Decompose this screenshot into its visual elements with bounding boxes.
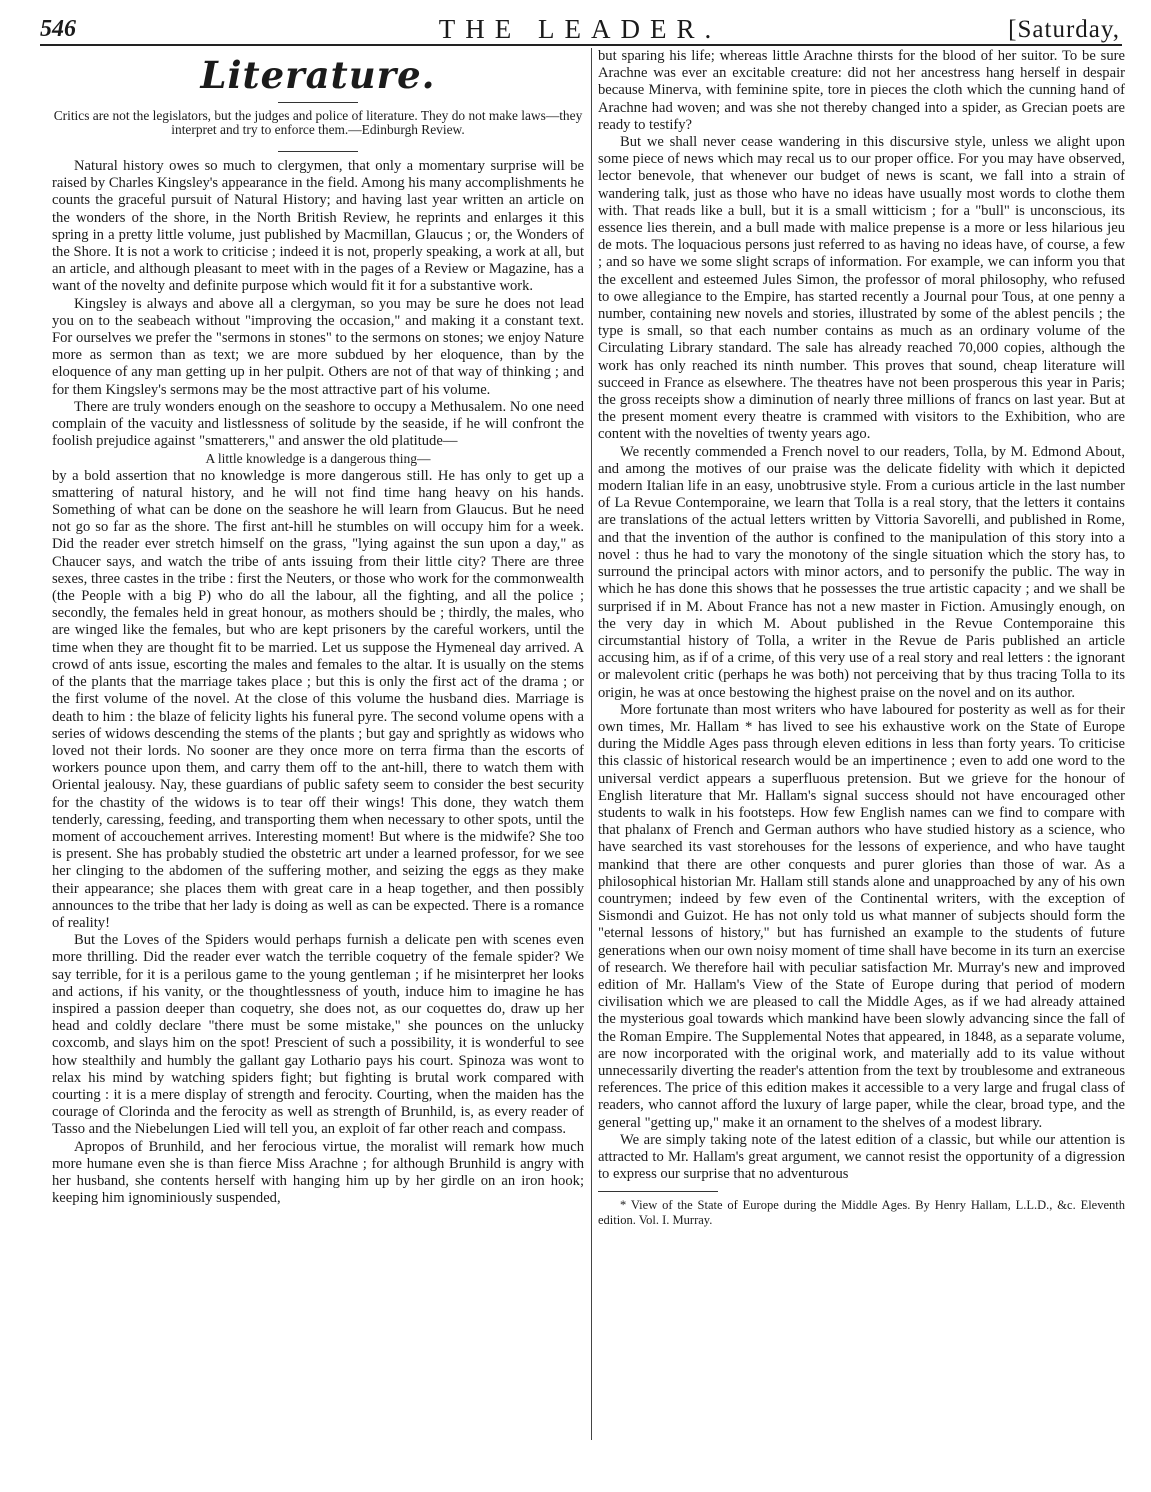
- page-number: 546: [40, 16, 76, 42]
- left-column: [52, 48, 584, 1207]
- paragraph: but sparing his life; whereas little Arachne thirsts for the blood of her suitor. To be sure Arachne was ever an excitable creature: did not her ancestress hang herself in despair because Minerva, with feminine spite, tore in pieces the cloth which the cunning hand of Arachne had woven; and was she not thereby changed into a spider, as Grecian poets are ready to testify?: [598, 48, 1125, 133]
- paragraph: Kingsley is always and above all a clergyman, so you may be sure he does not lead you on to the seabeach without "improving the occasion," and making it a constant text. For ourselves we prefer the "sermons in stones" to the sermons on stones; we enjoy Nature more as sermon than as text; we are more subdued by her eloquence, than by the eloquence of any man getting up in her pulpit. Others are not of that way of thinking ; and for them Kingsley's sermons may be the most attractive part of his volume.: [52, 295, 584, 398]
- paragraph: But we shall never cease wandering in this discursive style, unless we alight upon some piece of news which may recal us to our proper office. For you may have observed, lector benevole, that whenever our budget of news is scant, we fall into a strain of wandering talk, just as those who have no ideas have usually most words to clothe them with. That reads like a bull, but it is a small witticism ; for a "bull" is unconscious, its essence lies therein, and a bull made with malice prepense is a more or less hilarious jeu de mots. The loquacious persons just referred to as having no ideas have, of course, a few ; and so have we some slight scraps of information. For example, we can inform you that the excellent and esteemed Jules Simon, the professor of moral philosophy, who refused to owe allegiance to the Empire, has started recently a Journal pour Tous, at one penny a number, containing new novels and stories, illustrated by some of the ablest pencils ; the type is small, so that each number contains as much as an ordinary volume of the Circulating Library standard. The sale has already reached 70,000 copies, although the work has only reached its ninth number. This proves that sound, cheap literature will succeed in France as elsewhere. The theatres have not been prosperous this year in Paris; the gross receipts show a diminution of nearly three millions of francs on last year. But at the present moment every theatre is crammed with visitors to the Exhibition, who are content with the novelties of twenty years ago.: [598, 134, 1125, 443]
- paragraph: We are simply taking note of the latest edition of a classic, but while our attention is attracted to Mr. Hallam's great argument, we cannot resist the opportunity of a digression to express our surprise that no adventurous: [598, 1131, 1125, 1183]
- paragraph: But the Loves of the Spiders would perhaps furnish a delicate pen with scenes even more thrilling. Did the reader ever watch the terrible coquetry of the female spider? We say terrible, for it is a perilous game to the young gentleman ; if he misinterpret her looks and actions, if his vanity, or the thoughtlessness of youth, induce him to imagine he has inspired a passion deeper than coquetry, she does not, as our coquettes do, draw up her head and coldly declare "there must be some mistake," she pounces on the unlucky coxcomb, and slays him on the spot! Prescient of such a possibility, it is wonderful to see how stealthily and humbly the gallant gay Lothario pays his court. Spinoza was wont to relax his mind by watching spiders fight; but fighting is brutal work compared with courting : it is a mere display of strength and ferocity. Courting, when the maiden has the courage of Clorinda and the ferocity as well as strength of Brunhild, is, as every reader of Tasso and the Niebelungen Lied will tell you, an exploit of far other reach and compass.: [52, 932, 584, 1138]
- paragraph: Natural history owes so much to clergymen, that only a momentary surprise will be raised by Charles Kingsley's appearance in the field. Among his many accomplishments he counts the graceful pursuit of Natural History; and having last year written an article on the wonders of the shore, in the North British Review, he reprints and enlarges it this spring in a pretty little volume, just published by Macmillan, Glaucus ; or, the Wonders of the Shore. It is not a work to criticise ; indeed it is not, properly speaking, a work at all, but an article, and although pleasant to meet with in the pages of a Review or Magazine, has a want of the novelty and definite purpose which would fit it for a substantive work.: [52, 158, 584, 295]
- epigraph: Critics are not the legislators, but the judges and police of literature. They do not make laws—they interpret and try to enforce them.—Edinburgh Review.: [53, 108, 583, 137]
- header-rule: [40, 44, 1122, 46]
- paragraph: We recently commended a French novel to our readers, Tolla, by M. Edmond About, and among the motives of our praise was the delicate fidelity with which it depicted modern Italian life in an easy, unobtrusive style. From a curious article in the last number of La Revue Contemporaine, we learn that Tolla is a real story, that the letters it contains are translations of the actual letters written by Vittoria Savorelli, and published in Rome, and that the invention of the author is confined to the manipulation of this story into a novel : thus he had to vary the monotony of the single situation which the story has, to surround the principal actors with minor actors, and to personify the public. The way in which he has done this shows that he possesses the true artistic capacity ; and we shall be surprised if in M. About France has not a new master in Fiction. Amusingly enough, on the very day in which M. About published in the Revue Contemporaine this circumstantial history of Tolla, a writer in the Revue de Paris published an article accusing him, as if of a crime, of this very use of a real story and real letters : the ignorant or malevolent critic (perhaps he was both) not perceiving that by thus tracing Tolla to its origin, he was at once bestowing the highest praise on the novel and on its author.: [598, 443, 1125, 701]
- paragraph: Apropos of Brunhild, and her ferocious virtue, the moralist will remark how much more humane even she is than fierce Miss Arachne ; for although Brunhild is angry with her husband, she contents herself with hanging him up by her girdle on an iron hook; keeping him ignominiously suspended,: [52, 1138, 584, 1207]
- column-divider: [591, 48, 592, 1440]
- footnote-rule: [598, 1191, 718, 1192]
- paragraph: There are truly wonders enough on the seashore to occupy a Methusalem. No one need complain of the vacuity and listlessness of solitude by the seaside, if he will confront the foolish prejudice against "smatterers," and answer the old platitude—: [52, 398, 584, 450]
- paragraph: by a bold assertion that no knowledge is more dangerous still. He has only to get up a smattering of natural history, and he will not find time hang heavy on his hands. Something of what can be done on the seashore he will learn from Glaucus. But he need not go so far as the shore. The first ant-hill he stumbles on will occupy him for a week. Did the reader ever stretch himself on the grass, "lying against the sun upon a day," as Chaucer says, and watch the tribe of ants issuing from their little city? There are three sexes, three castes in the tribe : first the Neuters, or those who work for the commonwealth (the People with a big P) who do all the labour, all the fighting, and all the police ; secondly, the females held in great honour, as mothers should be ; thirdly, the males, who are winged like the females, but who are kept prisoners by the careful workers, until the time when they are thought fit to be married. Let us suppose the Hymeneal day arrived. A crowd of ants issue, escorting the males and females to the altar. It is usually on the stems of the plants that the marriage takes place ; but this is only the first act of the drama ; or the first volume of the novel. At the close of this volume the husband dies. Marriage is death to him : the blaze of felicity lights his funeral pyre. The second volume opens with a series of widows descending the stems of the plants ; but gay and sprightly as widows who loved not their lords. No sooner are they once more on terra firma than the escorts of workers pounce upon them, and carry them off to the ant-hill, there to watch them with Oriental jealousy. Nay, these guardians of public safety seem to consider the best security for the chastity of the widows is to tear off their wings! This done, they watch them tenderly, caressing, feeding, and transporting them when necessary to other spots, until the moment of accouchement arrives. Interesting moment! But where is the midwife? She too is present. She has probably studied the obstetric art under a learned professor, for we see her clinging to the abdomen of the suffering mother, and seizing the eggs as they make their appearance; she places them with great care in a heap together, and then possibly announces to the tribe that her lady is doing as well as can be expected. There is a romance of reality!: [52, 467, 584, 931]
- masthead: [40, 12, 1120, 42]
- newspaper-title: THE LEADER.: [438, 14, 722, 44]
- issue-day: [Saturday,: [1008, 16, 1120, 43]
- footnote: * View of the State of Europe during the Middle Ages. By Henry Hallam, L.L.D., &c. Eleventh edition. Vol. I. Murray.: [598, 1198, 1125, 1228]
- paragraph: More fortunate than most writers who have laboured for posterity as well as for their own times, Mr. Hallam * has lived to see his exhaustive work on the State of Europe during the Middle Ages pass through eleven editions in less than forty years. To criticise this classic of historical research would be an impertinence ; even to add one word to the universal verdict appears a superfluous pretension. But we grieve for the honour of English literature that Mr. Hallam's signal success should not have encouraged other students to walk in his footsteps. How few English names can we find to compare with that phalanx of French and German authors who have studied history as a science, who have searched its vast storehouses for the lessons of experience, and who have taught mankind that there are other conquests and purer glories than those of war. As a philosophical historian Mr. Hallam still stands alone and unapproached by any of his own countrymen; indeed by few even of the Continental writers, with the exception of Sismondi and Guizot. He has not only told us what manner of subjects should form the "eternal lessons of history," but has furnished an example to the students of future generations when our own noisy moment of time shall have become in its turn an exercise of research. We therefore hail with peculiar satisfaction Mr. Murray's new and improved edition of Mr. Hallam's View of the State of Europe during that period of modern civilisation which we are pleased to call the Middle Ages, as if we had already attained the mysterious goal towards which mankind have been slowly advancing since the fall of the Roman Empire. The Supplemental Notes that appeared, in 1848, as a separate volume, are now incorporated with the original work, and materially add to its value without unnecessarily diverting the reader's attention from the text by troublesome and extraneous references. The price of this edition makes it accessible to a very large and frugal class of readers, who cannot afford the luxury of large paper, while the clear, broad type, and the general "getting up," make it an ornament to the shelves of a modest library.: [598, 701, 1125, 1131]
- epigraph-rule: [278, 151, 358, 152]
- section-heading: Literature.: [200, 53, 436, 97]
- right-column: [598, 48, 1125, 1228]
- block-quote: A little knowledge is a dangerous thing—: [205, 451, 431, 467]
- heading-rule: [278, 102, 358, 103]
